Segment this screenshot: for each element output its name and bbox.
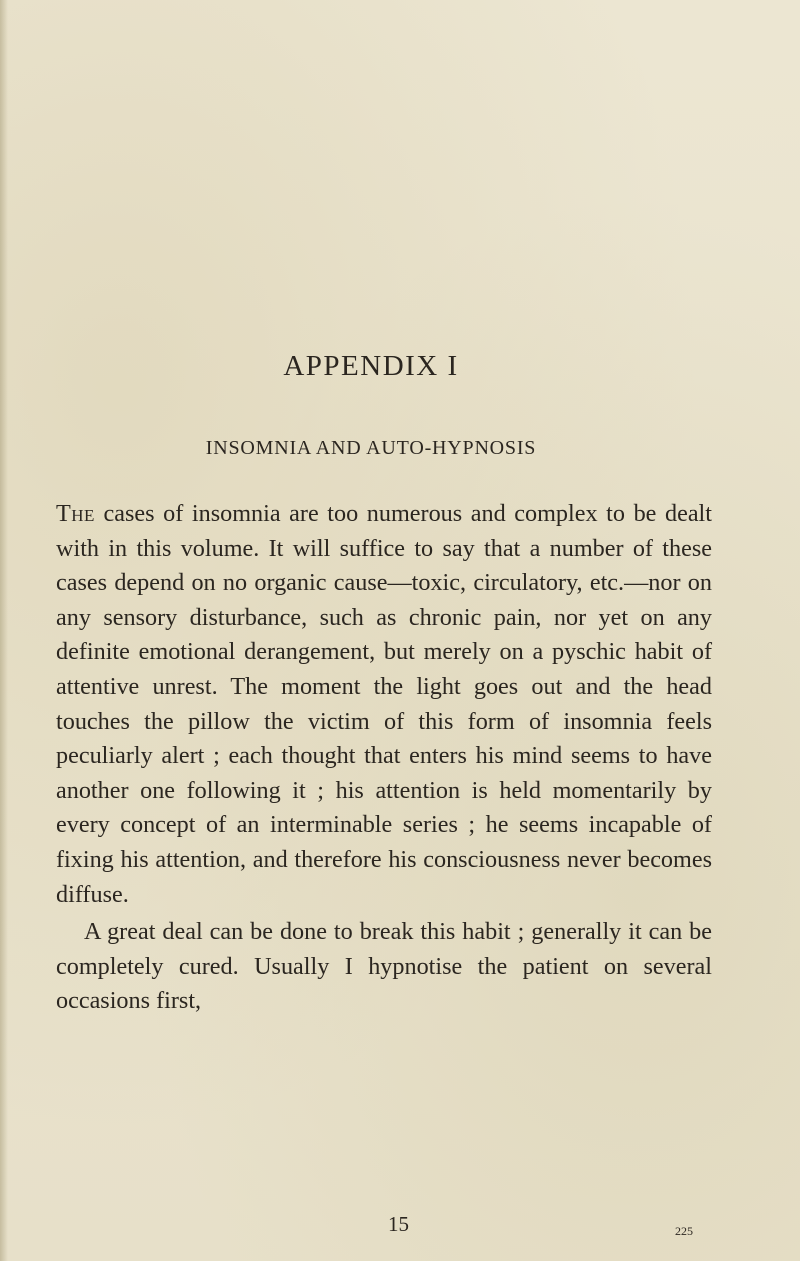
appendix-title: APPENDIX I: [283, 350, 459, 382]
paragraph-1: [56, 497, 712, 912]
signature-mark: 15: [388, 1212, 409, 1236]
paragraph-2: A great deal can be done to break this habit ; generally it can be completely cured. Usually I hypnotise the patient on several occasions first,: [56, 918, 712, 1015]
chapter-title: INSOMNIA AND AUTO-HYPNOSIS: [205, 437, 537, 459]
paragraph-1-lead-word: The: [56, 500, 95, 527]
body-text: [56, 497, 712, 1019]
page-edge-shadow: [0, 0, 8, 1261]
page-number: 225: [675, 1224, 693, 1238]
paragraph-1-text: cases of insomnia are too numerous and complex to be dealt with in this volume. It will suffice to say that a number of these cases depend on no organic cause—toxic, circulatory, etc.—nor on any sensory disturbance, such as chronic pain, nor yet on any definite emotional derangement, but merely on a pyschic habit of attentive unrest. The moment the light goes out and the head touches the pillow the victim of this form of insomnia feels peculiarly alert ; each thought that enters his mind seems to have another one following it ; his attention is held momentarily by every concept of an interminable series ; he seems incapable of fixing his attention, and therefore his consciousness never becomes diffuse.: [56, 500, 712, 908]
